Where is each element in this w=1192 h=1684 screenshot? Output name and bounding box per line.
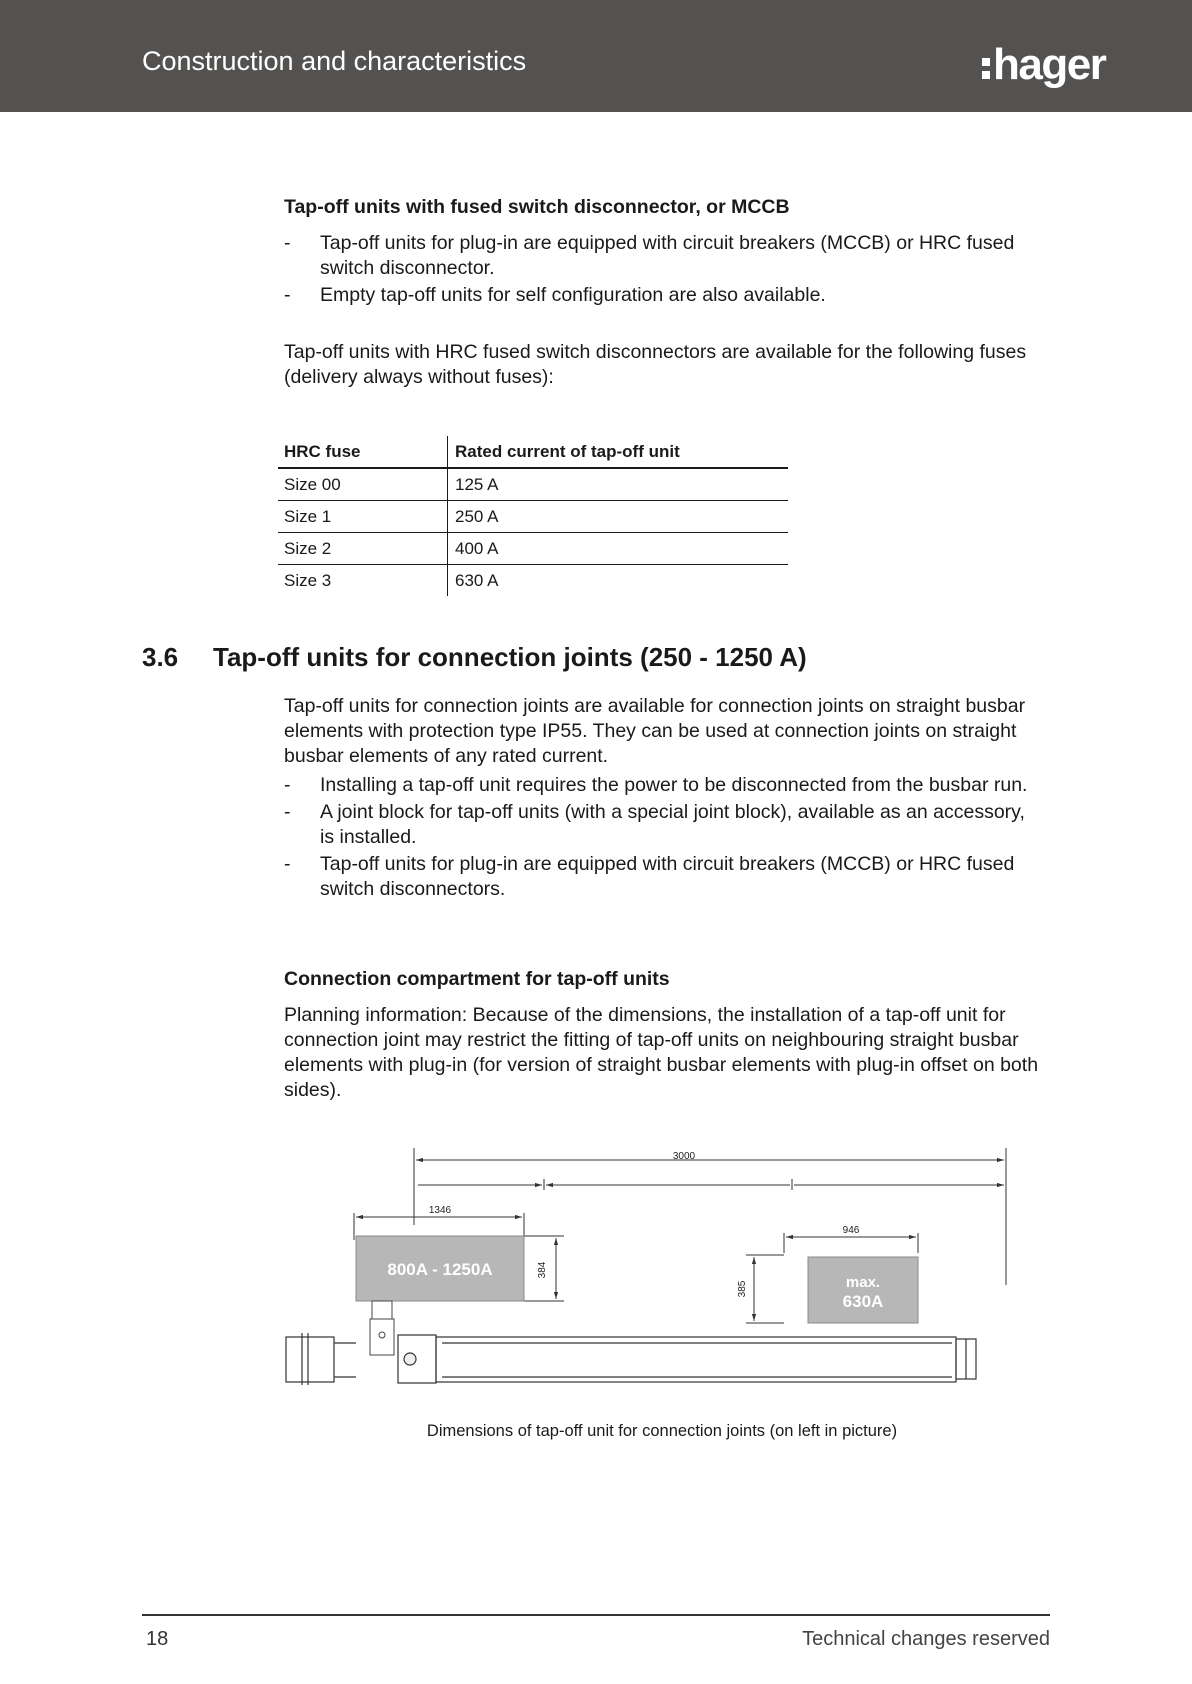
- fuse-table: [278, 436, 788, 596]
- section-heading: [142, 642, 807, 673]
- table-row: [278, 533, 788, 565]
- list-item: - Tap-off units for plug-in are equipped with circuit breakers (MCCB) or HRC fused switch disconnector.: [284, 232, 1015, 279]
- footer-note: Technical changes reserved: [802, 1628, 1050, 1650]
- table-cell: Size 2: [278, 533, 448, 565]
- table-cell: 250 A: [448, 501, 789, 533]
- section-bullet-list: [284, 773, 1044, 902]
- dimension-label-total: 3000: [672, 1151, 696, 1162]
- section-number: 3.6: [142, 642, 179, 672]
- compartment-section: [284, 968, 1044, 1103]
- fused-intro: Tap-off units with HRC fused switch disconnectors are available for the following fuses (delivery always without fuses):: [284, 341, 1027, 388]
- table-cell: 125 A: [448, 468, 789, 501]
- figure-caption: Dimensions of tap-off unit for connection joints (on left in picture): [426, 1422, 898, 1440]
- logo-dots-icon: [982, 58, 990, 79]
- table-header-row: [278, 436, 788, 468]
- compartment-heading: Connection compartment for tap-off units: [284, 968, 670, 990]
- list-item: - A joint block for tap-off units (with a special joint block), available as an accessory, is installed.: [284, 801, 1025, 848]
- list-item: - Tap-off units for plug-in are equipped with circuit breakers (MCCB) or HRC fused switch disconnectors.: [284, 853, 1015, 900]
- list-item: - Installing a tap-off unit requires the power to be disconnected from the busbar run.: [284, 774, 1028, 796]
- section-intro: Tap-off units for connection joints are available for connection joints on straight busbar elements with protection type IP55. They can be used at connection joints on straight busbar elements of any rated current.: [284, 695, 1026, 767]
- box-label-left: 800A - 1250A: [387, 1260, 493, 1279]
- fused-bullet-list: [284, 231, 1044, 308]
- table-row: [278, 501, 788, 533]
- list-item: - Empty tap-off units for self configuration are also available.: [284, 284, 826, 306]
- table-header: HRC fuse: [278, 436, 448, 468]
- footer-divider: [142, 1614, 1050, 1616]
- header-title: Construction and characteristics: [142, 46, 527, 76]
- page-header: [0, 0, 1192, 112]
- table-row: [278, 565, 788, 597]
- dimension-label-left: 1346: [428, 1205, 452, 1216]
- page-number: 18: [146, 1628, 169, 1650]
- table-header: Rated current of tap-off unit: [448, 436, 789, 468]
- hager-logo: [982, 40, 1105, 90]
- compartment-text: Planning information: Because of the dimensions, the installation of a tap-off unit for connection joint may restrict the fitting of tap-off units on neighbouring straight busbar elements with plug-in (for version of straight busbar elements with plug-in offset on both sides).: [284, 1004, 1039, 1101]
- section-body: [284, 694, 1044, 904]
- logo-text: hager: [993, 40, 1106, 89]
- dimension-drawing: [284, 1145, 1014, 1415]
- table-cell: Size 3: [278, 565, 448, 597]
- table-cell: 400 A: [448, 533, 789, 565]
- fused-heading: Tap-off units with fused switch disconnector, or MCCB: [284, 196, 790, 218]
- section-title: Tap-off units for connection joints (250 - 1250 A): [213, 642, 807, 672]
- box-label-right-2: 630A: [842, 1292, 884, 1311]
- table-cell: Size 00: [278, 468, 448, 501]
- dimension-label-height-left: 384: [537, 1261, 548, 1279]
- table-row: [278, 468, 788, 501]
- table-cell: 630 A: [455, 570, 499, 590]
- dimension-label-height-right: 385: [737, 1280, 748, 1298]
- box-label-right-1: max.: [845, 1274, 881, 1291]
- dimension-label-right: 946: [842, 1225, 860, 1236]
- table-cell: Size 1: [278, 501, 448, 533]
- fused-section: [284, 196, 1044, 390]
